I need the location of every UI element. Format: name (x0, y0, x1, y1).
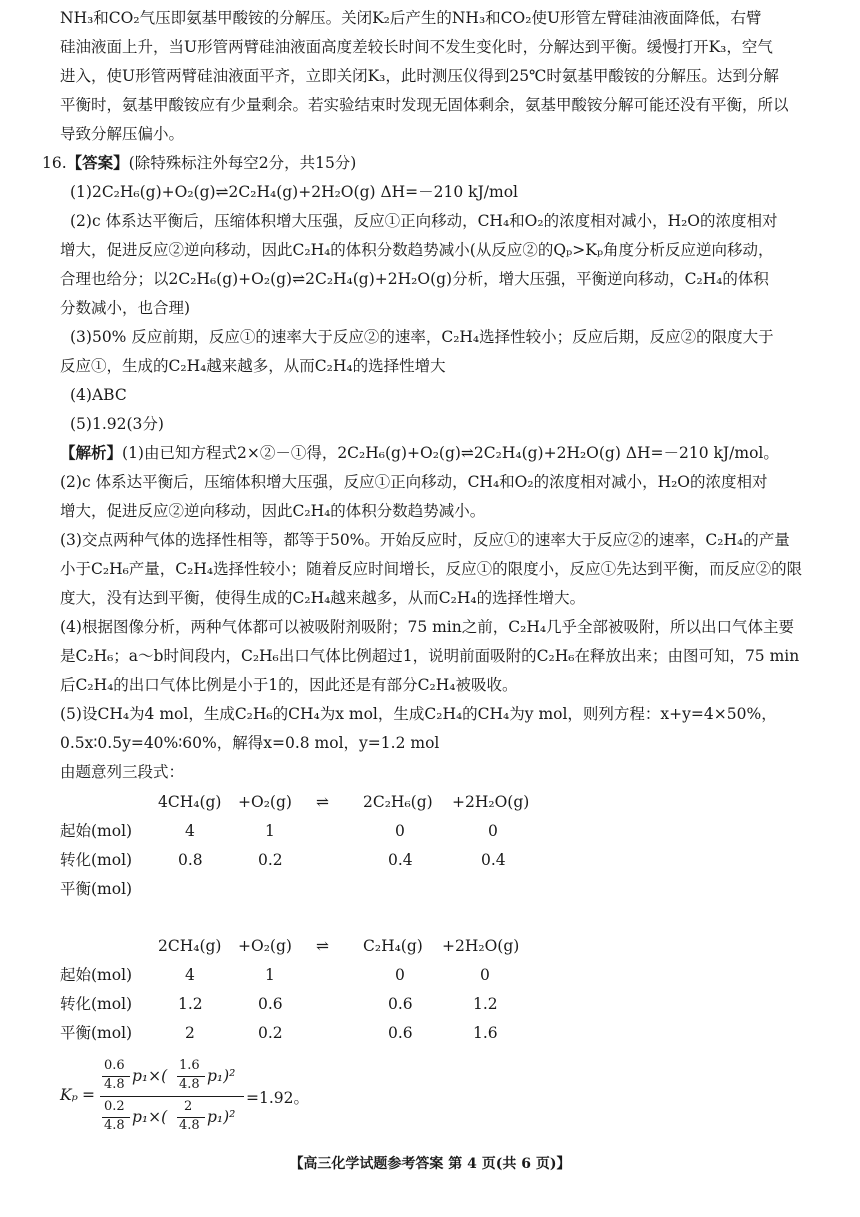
kp-num-b-top: 1.6 (179, 1058, 200, 1073)
answer-line: 增大，促进反应②逆向移动，因此C₂H₄的体积分数趋势减小(从反应②的Qₚ>Kₚ角度分析反应逆向移动， (60, 241, 774, 259)
kp-symbol: Kₚ (60, 1086, 78, 1104)
table-cell: 0.2 (258, 851, 283, 869)
analysis-line: (3)交点两种气体的选择性相等，都等于50%。开始反应时，反应①的速率大于反应②的速率，C₂H₄的产量 (60, 531, 790, 549)
page-footer: 【高三化学试题参考答案 第 4 页(共 6 页)】 (289, 1156, 571, 1172)
kp-main-bar (100, 1096, 244, 1097)
row-label: 起始(mol) (60, 966, 133, 984)
table-cell: 0.4 (388, 851, 413, 869)
table-cell: 0.4 (481, 851, 506, 869)
analysis-line: 由题意列三段式： (60, 763, 185, 781)
kp-den-end: p₁)² (207, 1108, 236, 1126)
table-cell: 2 (185, 1024, 195, 1042)
analysis-line: (5)设CH₄为4 mol，生成C₂H₆的CH₄为x mol，生成C₂H₄的CH₄为y mol，则列方程：x+y=4×50%， (60, 705, 777, 723)
kp-formula (60, 1058, 360, 1138)
kp-num-b-bot: 4.8 (179, 1077, 200, 1092)
analysis-line: 增大，促进反应②逆向移动，因此C₂H₄的体积分数趋势减小。 (60, 502, 486, 520)
table-cell: 0 (488, 822, 498, 840)
intro-line: 进入，使U形管两臂硅油液面平齐，立即关闭K₃，此时测压仪得到25℃时氨基甲酸铵的分解压。达到分解 (60, 67, 779, 85)
table-cell: 0.2 (258, 1024, 283, 1042)
row-label: 平衡(mol) (60, 880, 133, 898)
answer-line: 合理也给分；以2C₂H₆(g)+O₂(g)⇌2C₂H₄(g)+2H₂O(g)分析，增大压强，平衡逆向移动，C₂H₄的体积 (60, 270, 769, 288)
table-header-cell: 4CH₄(g) (158, 793, 222, 811)
kp-num-a-top: 0.6 (104, 1058, 125, 1073)
table-cell: 4 (185, 822, 195, 840)
answer-line: 分数减小，也合理) (60, 299, 191, 317)
analysis-line: (1)由已知方程式2×②－①得，2C₂H₆(g)+O₂(g)⇌2C₂H₄(g)+2H₂O(g) ΔH=－210 kJ/mol。 (122, 444, 779, 462)
kp-den-b-bot: 4.8 (179, 1118, 200, 1133)
analysis-line: 是C₂H₆；a～b时间段内，C₂H₆出口气体比例超过1，说明前面吸附的C₂H₆在释放出来；由图可知，75 min (60, 647, 800, 665)
analysis-tag: 【解析】 (60, 443, 123, 462)
table-header-cell: +O₂(g) (238, 937, 292, 955)
answer-tag: 【答案】 (66, 153, 129, 172)
table-header-cell: 2CH₄(g) (158, 937, 222, 955)
table-cell: 0 (395, 822, 405, 840)
row-label: 转化(mol) (60, 851, 133, 869)
analysis-line: 后C₂H₄的出口气体比例是小于1的，因此还是有部分C₂H₄被吸收。 (60, 676, 518, 694)
kp-num-mid: p₁×( (132, 1067, 168, 1085)
intro-line: 硅油液面上升，当U形管两臂硅油液面高度差较长时间不发生变化时，分解达到平衡。缓慢打开K₃，空气 (60, 38, 773, 56)
table-header-cell: +O₂(g) (238, 793, 292, 811)
table-header-cell: +2H₂O(g) (442, 937, 520, 955)
kp-den-mid: p₁×( (132, 1108, 168, 1126)
table-cell: 0 (480, 966, 490, 984)
table-cell: 0.6 (388, 1024, 413, 1042)
equilibrium-arrow: ⇌ (316, 937, 329, 955)
equilibrium-arrow: ⇌ (316, 793, 329, 811)
table-header-cell: 2C₂H₆(g) (363, 793, 433, 811)
table-cell: 1 (265, 822, 275, 840)
q16-answer-heading (42, 153, 356, 173)
row-label: 起始(mol) (60, 822, 133, 840)
kp-equals: = (82, 1086, 95, 1104)
row-label: 转化(mol) (60, 995, 133, 1013)
analysis-line: 0.5x∶0.5y=40%∶60%，解得x=0.8 mol，y=1.2 mol (60, 734, 440, 752)
kp-den-a-bot: 4.8 (104, 1118, 125, 1133)
table-cell: 0.8 (178, 851, 203, 869)
table-cell: 0.6 (258, 995, 283, 1013)
kp-result: =1.92。 (246, 1089, 309, 1107)
intro-line: 导致分解压偏小。 (60, 125, 185, 143)
analysis-heading (60, 443, 779, 463)
answer-line: (2)c 体系达平衡后，压缩体积增大压强，反应①正向移动，CH₄和O₂的浓度相对减小，H₂O的浓度相对 (70, 212, 778, 230)
table-cell: 1.2 (473, 995, 498, 1013)
answer-line: (1)2C₂H₆(g)+O₂(g)⇌2C₂H₄(g)+2H₂O(g) ΔH=－210 kJ/mol (70, 183, 518, 201)
question-number: 16. (42, 154, 67, 172)
answer-line: 反应①，生成的C₂H₄越来越多，从而C₂H₄的选择性增大 (60, 357, 446, 375)
answer-line: (5)1.92(3分) (70, 415, 164, 433)
table-cell: 1 (265, 966, 275, 984)
analysis-line: 度大，没有达到平衡，使得生成的C₂H₄越来越多，从而C₂H₄的选择性增大。 (60, 589, 586, 607)
table-cell: 1.6 (473, 1024, 498, 1042)
answer-line: (3)50% 反应前期，反应①的速率大于反应②的速率，C₂H₄选择性较小；反应后期，反应②的限度大于 (70, 328, 774, 346)
table-cell: 1.2 (178, 995, 203, 1013)
kp-den-a-top: 0.2 (104, 1099, 125, 1114)
table-header-cell: C₂H₄(g) (363, 937, 423, 955)
kp-num-a-bot: 4.8 (104, 1077, 125, 1092)
analysis-line: (4)根据图像分析，两种气体都可以被吸附剂吸附；75 min之前，C₂H₄几乎全部被吸附，所以出口气体主要 (60, 618, 795, 636)
answer-line: (4)ABC (70, 386, 127, 404)
answer-note: (除特殊标注外每空2分，共15分) (128, 154, 357, 172)
kp-den-b-top: 2 (184, 1099, 193, 1114)
row-label: 平衡(mol) (60, 1024, 133, 1042)
analysis-line: (2)c 体系达平衡后，压缩体积增大压强，反应①正向移动，CH₄和O₂的浓度相对减小，H₂O的浓度相对 (60, 473, 768, 491)
table-cell: 4 (185, 966, 195, 984)
analysis-line: 小于C₂H₆产量，C₂H₄选择性较小；随着反应时间增长，反应①的限度小，反应①先达到平衡，而反应②的限 (60, 560, 803, 578)
table-header-cell: +2H₂O(g) (452, 793, 530, 811)
table-cell: 0.6 (388, 995, 413, 1013)
kp-num-end: p₁)² (207, 1067, 236, 1085)
intro-line: NH₃和CO₂气压即氨基甲酸铵的分解压。关闭K₂后产生的NH₃和CO₂使U形管左臂硅油液面降低，右臂 (60, 9, 762, 27)
table-cell: 0 (395, 966, 405, 984)
intro-line: 平衡时，氨基甲酸铵应有少量剩余。若实验结束时发现无固体剩余，氨基甲酸铵分解可能还没有平衡，所以 (60, 96, 789, 114)
